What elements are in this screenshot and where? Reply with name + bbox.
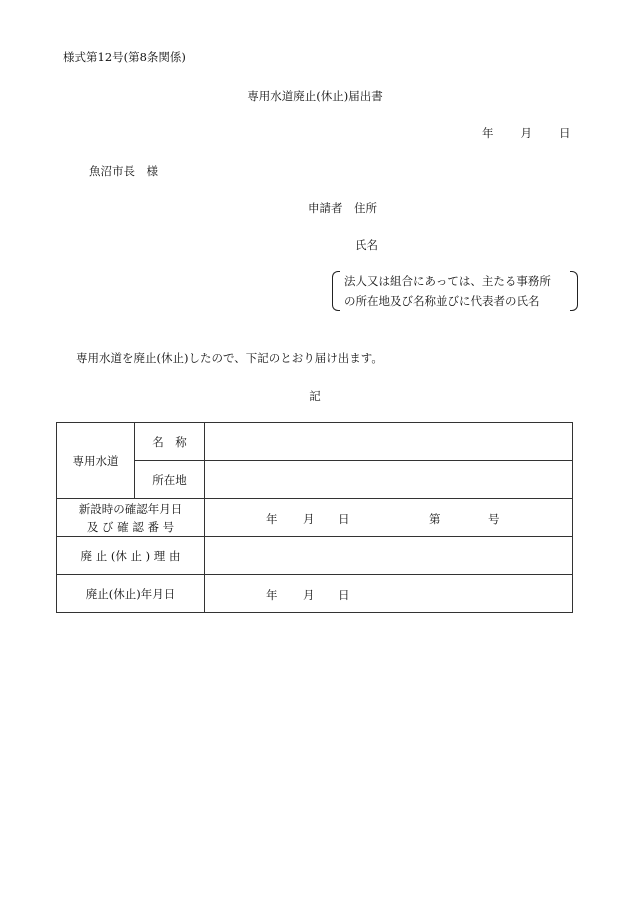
left-bracket <box>332 271 340 311</box>
confirm-year-label: 年 <box>266 512 278 526</box>
date-month-label: 月 <box>520 126 532 140</box>
location-label: 所在地 <box>135 461 205 499</box>
date-day-label: 日 <box>338 588 350 602</box>
date-field[interactable] <box>205 575 573 613</box>
addressee: 魚沼市長 様 <box>89 164 158 178</box>
right-bracket <box>570 271 578 311</box>
statement: 専用水道を廃止(休止)したので、下記のとおり届け出ます。 <box>76 351 383 365</box>
group-label: 専用水道 <box>57 423 135 499</box>
date-year-label: 年 <box>482 126 494 140</box>
confirm-label-line1: 新設時の確認年月日 <box>78 501 183 516</box>
location-field[interactable] <box>205 461 573 499</box>
date-label: 廃止(休止)年月日 <box>57 575 205 613</box>
table-row <box>57 537 573 575</box>
table-row <box>57 423 573 461</box>
confirm-dai-label: 第 <box>429 512 441 526</box>
confirm-day-label: 日 <box>338 512 350 526</box>
table-row <box>57 575 573 613</box>
applicant-address-label: 申請者 住所 <box>308 201 377 215</box>
name-field[interactable] <box>205 423 573 461</box>
submission-date <box>482 125 571 141</box>
document-title: 専用水道廃止(休止)届出書 <box>247 89 383 103</box>
confirm-month-label: 月 <box>303 512 315 526</box>
date-day-label: 日 <box>559 126 571 140</box>
date-month-label: 月 <box>303 588 315 602</box>
confirm-label-line2: 及 び 確 認 番 号 <box>86 519 175 534</box>
confirm-label <box>57 499 205 537</box>
reason-label: 廃 止 (休 止 ) 理 由 <box>57 537 205 575</box>
date-year-label: 年 <box>266 588 278 602</box>
applicant-name-label: 氏名 <box>355 238 378 252</box>
applicant-note <box>332 271 578 311</box>
confirm-go-label: 号 <box>488 512 500 526</box>
table-row <box>57 499 573 537</box>
ki-heading: 記 <box>309 389 321 403</box>
name-label: 名 称 <box>135 423 205 461</box>
form-number: 様式第12号(第8条関係) <box>63 50 186 64</box>
note-line-2: の所在地及び名称並びに代表者の氏名 <box>344 294 540 308</box>
confirm-field[interactable] <box>205 499 573 537</box>
reason-field[interactable] <box>205 537 573 575</box>
note-line-1: 法人又は組合にあっては、主たる事務所 <box>344 274 551 288</box>
records-table <box>56 422 573 613</box>
table-row <box>57 461 573 499</box>
